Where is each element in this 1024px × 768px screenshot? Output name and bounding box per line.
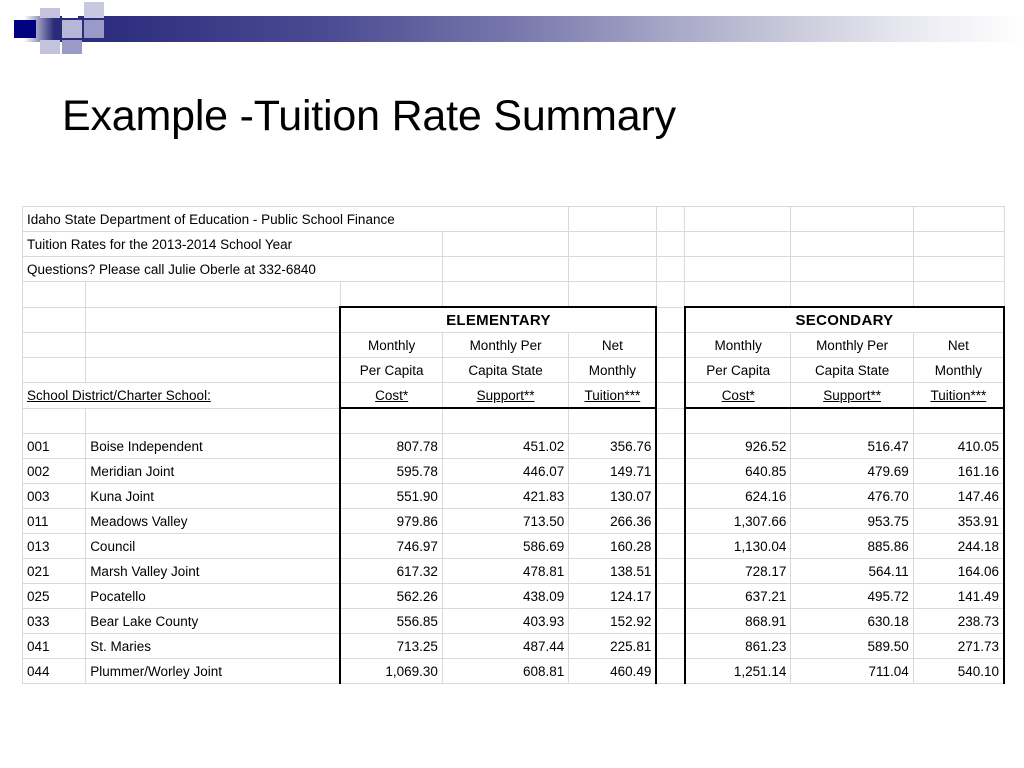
cell-elementary-state-support: 713.50 (442, 509, 568, 534)
empty-cell (791, 408, 913, 434)
page-title: Example -Tuition Rate Summary (62, 92, 676, 140)
empty-cell (791, 232, 913, 257)
cell-secondary-per-capita-cost: 624.16 (685, 484, 791, 509)
empty-cell (685, 257, 791, 282)
cell-district-code: 033 (23, 609, 86, 634)
cell-elementary-net-tuition: 266.36 (569, 509, 657, 534)
cell-district-code: 003 (23, 484, 86, 509)
empty-cell (340, 408, 442, 434)
cell-district-code: 044 (23, 659, 86, 684)
empty-cell (340, 282, 442, 308)
cell-elementary-net-tuition: 460.49 (569, 659, 657, 684)
cell-secondary-net-tuition: 410.05 (913, 434, 1004, 459)
empty-cell (86, 307, 341, 333)
table-row (23, 509, 1005, 534)
empty-cell (86, 282, 341, 308)
cell-district-code: 041 (23, 634, 86, 659)
empty-cell (442, 232, 568, 257)
col-header-elem-1-line3 (340, 383, 442, 409)
cell-secondary-per-capita-cost: 1,251.14 (685, 659, 791, 684)
sheet-header-line-2: Tuition Rates for the 2013-2014 School Year (23, 232, 443, 257)
empty-cell (442, 408, 568, 434)
empty-cell (791, 282, 913, 308)
cell-elementary-state-support: 446.07 (442, 459, 568, 484)
cell-elementary-per-capita-cost: 979.86 (340, 509, 442, 534)
cell-secondary-per-capita-cost: 868.91 (685, 609, 791, 634)
col-header-sec-2-line1: Monthly Per (791, 333, 913, 358)
cell-elementary-net-tuition: 138.51 (569, 559, 657, 584)
cell-district-name: Pocatello (86, 584, 341, 609)
gradient-bar (24, 16, 1024, 42)
empty-cell (913, 232, 1004, 257)
cell-secondary-state-support: 711.04 (791, 659, 913, 684)
col-header-elem-3-line3-text: Tuition*** (584, 387, 641, 403)
sheet-header-line-3: Questions? Please call Julie Oberle at 332-6840 (23, 257, 443, 282)
cell-elementary-state-support: 487.44 (442, 634, 568, 659)
cell-district-name: Bear Lake County (86, 609, 341, 634)
cell-secondary-per-capita-cost: 861.23 (685, 634, 791, 659)
col-header-elem-2-line1: Monthly Per (442, 333, 568, 358)
cell-secondary-state-support: 630.18 (791, 609, 913, 634)
empty-cell (791, 207, 913, 232)
cell-elementary-per-capita-cost: 746.97 (340, 534, 442, 559)
cell-secondary-net-tuition: 147.46 (913, 484, 1004, 509)
cell-elementary-per-capita-cost: 1,069.30 (340, 659, 442, 684)
cell-secondary-state-support: 516.47 (791, 434, 913, 459)
cell-secondary-state-support: 479.69 (791, 459, 913, 484)
empty-cell (569, 207, 657, 232)
col-header-sec-2-line3 (791, 383, 913, 409)
cell-secondary-state-support: 476.70 (791, 484, 913, 509)
empty-cell (656, 333, 685, 358)
empty-cell (23, 307, 86, 333)
empty-cell (442, 282, 568, 308)
decor-square (14, 20, 36, 38)
cell-elementary-net-tuition: 356.76 (569, 434, 657, 459)
empty-cell (656, 282, 685, 308)
cell-elementary-state-support: 403.93 (442, 609, 568, 634)
empty-cell (23, 358, 86, 383)
col-header-elem-3-line1: Net (569, 333, 657, 358)
cell-secondary-state-support: 953.75 (791, 509, 913, 534)
col-header-elem-1-line3-text: Cost* (375, 387, 409, 403)
empty-cell (656, 609, 685, 634)
col-header-elem-2-line2: Capita State (442, 358, 568, 383)
table-row (23, 484, 1005, 509)
cell-district-name: Council (86, 534, 341, 559)
decor-square (62, 40, 82, 54)
col-header-sec-1-line3 (685, 383, 791, 409)
cell-elementary-per-capita-cost: 617.32 (340, 559, 442, 584)
col-header-sec-1-line3-text: Cost* (721, 387, 755, 403)
cell-elementary-net-tuition: 225.81 (569, 634, 657, 659)
cell-elementary-net-tuition: 152.92 (569, 609, 657, 634)
col-header-elem-1-line1: Monthly (340, 333, 442, 358)
cell-secondary-state-support: 495.72 (791, 584, 913, 609)
cell-elementary-state-support: 421.83 (442, 484, 568, 509)
cell-district-name: St. Maries (86, 634, 341, 659)
cell-district-code: 013 (23, 534, 86, 559)
sheet-header-row (23, 257, 1005, 282)
group-title-row (23, 307, 1005, 333)
cell-secondary-per-capita-cost: 640.85 (685, 459, 791, 484)
cell-district-name: Boise Independent (86, 434, 341, 459)
spreadsheet-grid (22, 206, 1005, 684)
cell-secondary-state-support: 589.50 (791, 634, 913, 659)
cell-district-code: 002 (23, 459, 86, 484)
empty-cell (656, 383, 685, 409)
cell-secondary-net-tuition: 353.91 (913, 509, 1004, 534)
cell-elementary-per-capita-cost: 551.90 (340, 484, 442, 509)
cell-elementary-per-capita-cost: 556.85 (340, 609, 442, 634)
empty-cell (913, 282, 1004, 308)
cell-secondary-state-support: 885.86 (791, 534, 913, 559)
col-header-elem-2-line3 (442, 383, 568, 409)
empty-cell (656, 559, 685, 584)
cell-secondary-net-tuition: 244.18 (913, 534, 1004, 559)
cell-secondary-per-capita-cost: 926.52 (685, 434, 791, 459)
empty-cell (23, 408, 86, 434)
cell-secondary-net-tuition: 161.16 (913, 459, 1004, 484)
empty-cell (656, 232, 685, 257)
empty-cell (656, 484, 685, 509)
district-column-label-text: School District/Charter School: (27, 387, 211, 403)
cell-elementary-net-tuition: 160.28 (569, 534, 657, 559)
empty-cell (656, 307, 685, 333)
cell-secondary-per-capita-cost: 728.17 (685, 559, 791, 584)
decor-square (62, 8, 78, 18)
cell-secondary-net-tuition: 271.73 (913, 634, 1004, 659)
empty-cell (656, 634, 685, 659)
cell-elementary-per-capita-cost: 713.25 (340, 634, 442, 659)
empty-cell (656, 659, 685, 684)
empty-cell (86, 408, 341, 434)
col-header-sec-2-line2: Capita State (791, 358, 913, 383)
table-row (23, 559, 1005, 584)
empty-cell (23, 282, 86, 308)
cell-secondary-state-support: 564.11 (791, 559, 913, 584)
cell-elementary-per-capita-cost: 562.26 (340, 584, 442, 609)
cell-elementary-per-capita-cost: 595.78 (340, 459, 442, 484)
cell-elementary-state-support: 586.69 (442, 534, 568, 559)
empty-cell (86, 333, 341, 358)
cell-district-name: Meridian Joint (86, 459, 341, 484)
cell-district-code: 011 (23, 509, 86, 534)
empty-cell (656, 509, 685, 534)
empty-cell (23, 333, 86, 358)
column-header-row-1 (23, 333, 1005, 358)
decor-square (62, 20, 82, 38)
col-header-sec-1-line2: Per Capita (685, 358, 791, 383)
col-header-sec-2-line3-text: Support** (823, 387, 881, 403)
empty-cell (656, 408, 685, 434)
cell-secondary-per-capita-cost: 1,307.66 (685, 509, 791, 534)
cell-elementary-net-tuition: 124.17 (569, 584, 657, 609)
sheet-header-row (23, 207, 1005, 232)
col-header-sec-3-line3 (913, 383, 1004, 409)
empty-cell (656, 534, 685, 559)
col-header-elem-1-line2: Per Capita (340, 358, 442, 383)
table-row (23, 459, 1005, 484)
empty-cell (656, 459, 685, 484)
cell-elementary-state-support: 451.02 (442, 434, 568, 459)
slide-header-decoration (0, 0, 1024, 62)
col-header-sec-3-line3-text: Tuition*** (930, 387, 987, 403)
table-row (23, 634, 1005, 659)
col-header-sec-3-line1: Net (913, 333, 1004, 358)
spacer-row (23, 408, 1005, 434)
empty-cell (656, 207, 685, 232)
tuition-rate-table (22, 206, 1005, 684)
district-column-label (23, 383, 341, 409)
empty-cell (86, 358, 341, 383)
group-header-elementary: ELEMENTARY (340, 307, 656, 333)
col-header-sec-1-line1: Monthly (685, 333, 791, 358)
cell-district-name: Meadows Valley (86, 509, 341, 534)
cell-district-name: Plummer/Worley Joint (86, 659, 341, 684)
cell-elementary-net-tuition: 130.07 (569, 484, 657, 509)
col-header-sec-3-line2: Monthly (913, 358, 1004, 383)
table-row (23, 609, 1005, 634)
empty-cell (913, 257, 1004, 282)
column-header-row-2 (23, 358, 1005, 383)
cell-district-code: 021 (23, 559, 86, 584)
cell-elementary-per-capita-cost: 807.78 (340, 434, 442, 459)
cell-elementary-state-support: 478.81 (442, 559, 568, 584)
decor-square (84, 2, 104, 18)
sheet-header-line-1: Idaho State Department of Education - Public School Finance (23, 207, 569, 232)
decor-square (40, 8, 60, 18)
cell-district-code: 001 (23, 434, 86, 459)
empty-cell (913, 207, 1004, 232)
cell-secondary-net-tuition: 164.06 (913, 559, 1004, 584)
spacer-row (23, 282, 1005, 308)
table-row (23, 659, 1005, 684)
empty-cell (685, 207, 791, 232)
decor-square (40, 40, 60, 54)
empty-cell (656, 358, 685, 383)
decor-square (84, 20, 104, 38)
cell-secondary-net-tuition: 238.73 (913, 609, 1004, 634)
grid-body (23, 207, 1005, 684)
cell-secondary-per-capita-cost: 637.21 (685, 584, 791, 609)
empty-cell (569, 257, 657, 282)
empty-cell (442, 257, 568, 282)
empty-cell (569, 232, 657, 257)
table-row (23, 534, 1005, 559)
empty-cell (656, 434, 685, 459)
empty-cell (569, 282, 657, 308)
col-header-elem-2-line3-text: Support** (476, 387, 535, 403)
cell-elementary-state-support: 608.81 (442, 659, 568, 684)
cell-secondary-net-tuition: 540.10 (913, 659, 1004, 684)
cell-secondary-net-tuition: 141.49 (913, 584, 1004, 609)
empty-cell (656, 257, 685, 282)
cell-elementary-net-tuition: 149.71 (569, 459, 657, 484)
col-header-elem-3-line3 (569, 383, 657, 409)
table-row (23, 434, 1005, 459)
group-header-secondary: SECONDARY (685, 307, 1004, 333)
cell-elementary-state-support: 438.09 (442, 584, 568, 609)
col-header-elem-3-line2: Monthly (569, 358, 657, 383)
empty-cell (569, 408, 657, 434)
cell-district-name: Kuna Joint (86, 484, 341, 509)
empty-cell (685, 408, 791, 434)
column-header-row-3 (23, 383, 1005, 409)
empty-cell (656, 584, 685, 609)
cell-district-name: Marsh Valley Joint (86, 559, 341, 584)
empty-cell (685, 282, 791, 308)
table-row (23, 584, 1005, 609)
empty-cell (685, 232, 791, 257)
sheet-header-row (23, 232, 1005, 257)
cell-secondary-per-capita-cost: 1,130.04 (685, 534, 791, 559)
empty-cell (913, 408, 1004, 434)
cell-district-code: 025 (23, 584, 86, 609)
empty-cell (791, 257, 913, 282)
